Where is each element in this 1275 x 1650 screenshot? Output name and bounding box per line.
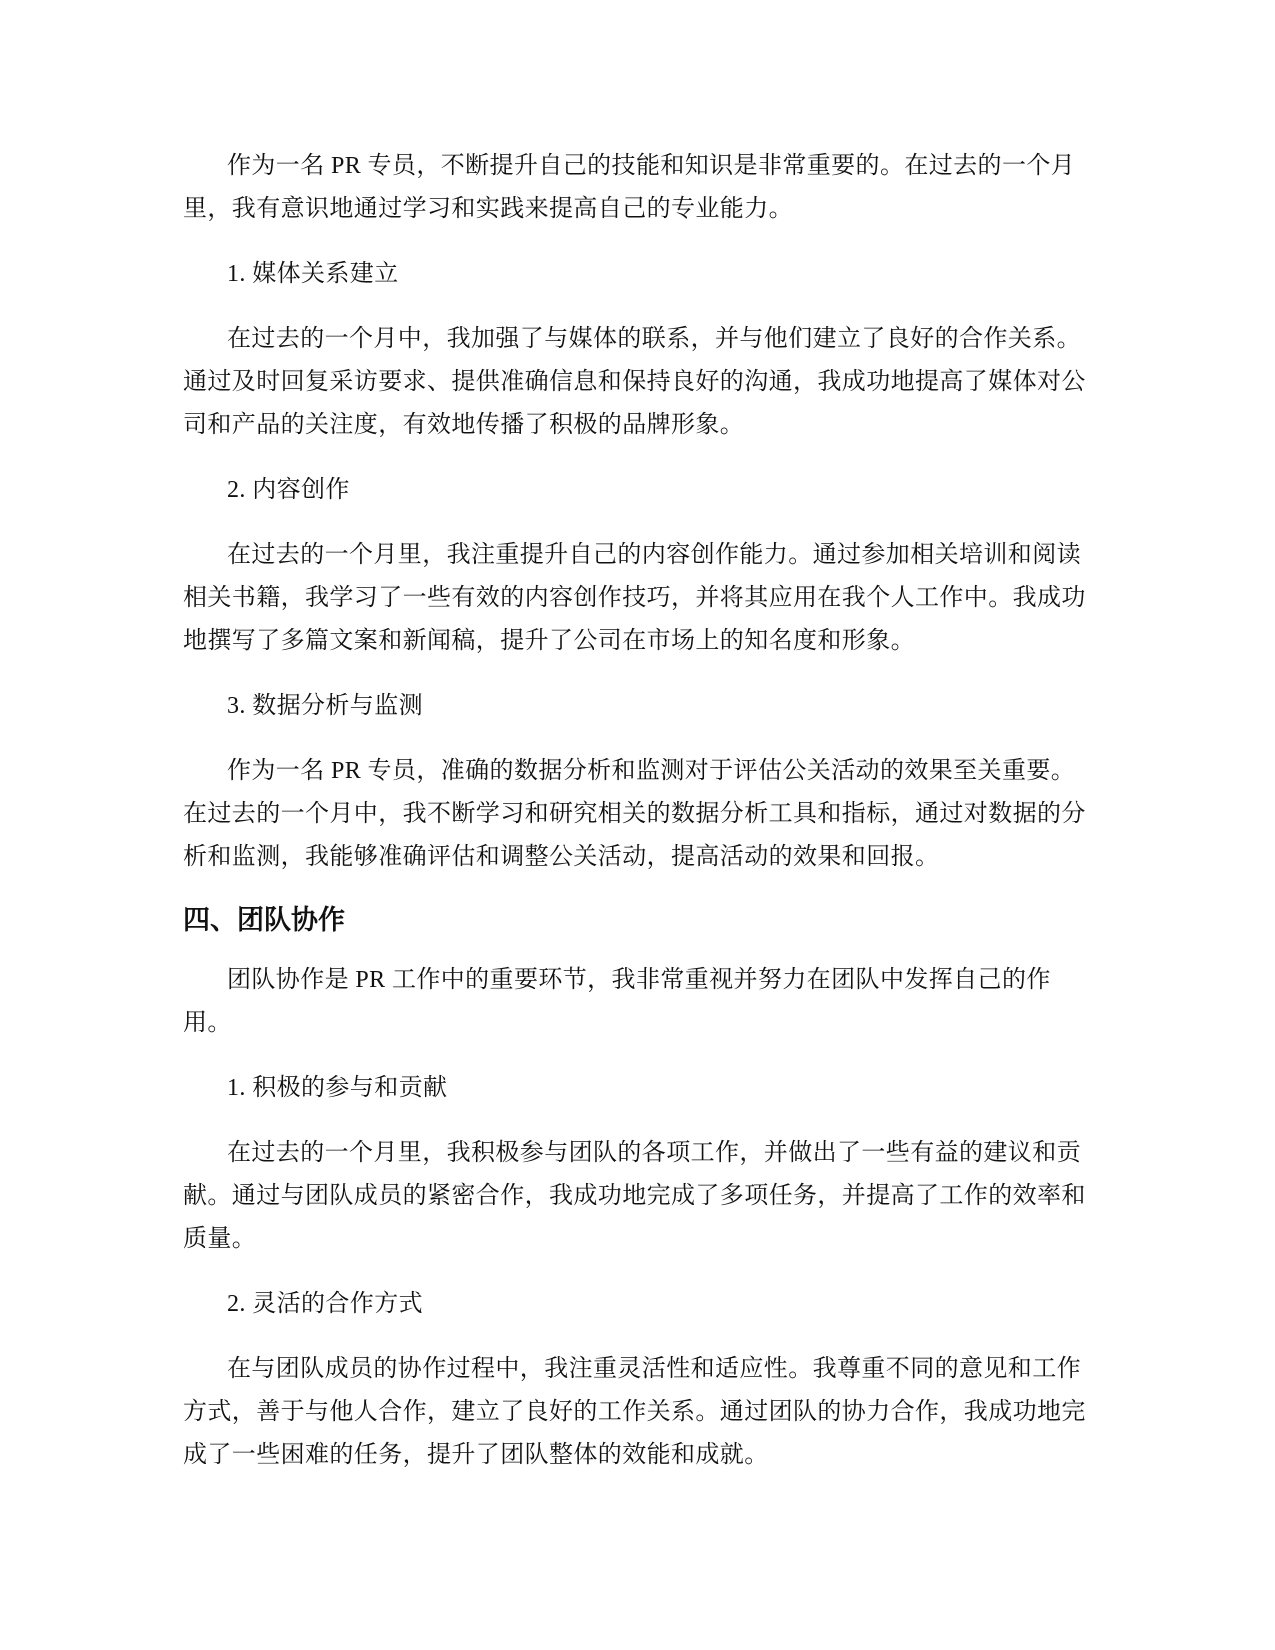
paragraph-data-analysis: 作为一名 PR 专员，准确的数据分析和监测对于评估公关活动的效果至关重要。在过去的一个月中，我不断学习和研究相关的数据分析工具和指标，通过对数据的分析和监测，我能够准确评估和调整公关活动，提高活动的效果和回报。 bbox=[183, 758, 1086, 870]
paragraph-teamwork-intro: 团队协作是 PR 工作中的重要环节，我非常重视并努力在团队中发挥自己的作用。 bbox=[183, 967, 1051, 1036]
paragraph-flexible-cooperation: 在与团队成员的协作过程中，我注重灵活性和适应性。我尊重不同的意见和工作方式，善于与他人合作，建立了良好的工作关系。通过团队的协力合作，我成功地完成了一些困难的任务，提升了团队整体的效能和成就。 bbox=[183, 1356, 1086, 1468]
paragraph-participation: 在过去的一个月里，我积极参与团队的各项工作，并做出了一些有益的建议和贡献。通过与团队成员的紧密合作，我成功地完成了多项任务，并提高了工作的效率和质量。 bbox=[183, 1140, 1086, 1252]
document-page bbox=[183, 145, 1093, 1499]
subheading-media-relations: 1. 媒体关系建立 bbox=[227, 261, 399, 287]
paragraph-intro-skills: 作为一名 PR 专员，不断提升自己的技能和知识是非常重要的。在过去的一个月里，我有意识地通过学习和实践来提高自己的专业能力。 bbox=[183, 153, 1076, 222]
section-title-teamwork: 四、团队协作 bbox=[183, 905, 345, 936]
subheading-flexible-cooperation: 2. 灵活的合作方式 bbox=[227, 1291, 423, 1317]
subheading-participation: 1. 积极的参与和贡献 bbox=[227, 1075, 448, 1101]
subheading-data-analysis: 3. 数据分析与监测 bbox=[227, 693, 423, 719]
paragraph-content-creation: 在过去的一个月里，我注重提升自己的内容创作能力。通过参加相关培训和阅读相关书籍，我学习了一些有效的内容创作技巧，并将其应用在我个人工作中。我成功地撰写了多篇文案和新闻稿，提升了公司在市场上的知名度和形象。 bbox=[183, 542, 1086, 654]
subheading-content-creation: 2. 内容创作 bbox=[227, 477, 350, 503]
paragraph-media-relations: 在过去的一个月中，我加强了与媒体的联系，并与他们建立了良好的合作关系。通过及时回复采访要求、提供准确信息和保持良好的沟通，我成功地提高了媒体对公司和产品的关注度，有效地传播了积极的品牌形象。 bbox=[183, 326, 1086, 438]
